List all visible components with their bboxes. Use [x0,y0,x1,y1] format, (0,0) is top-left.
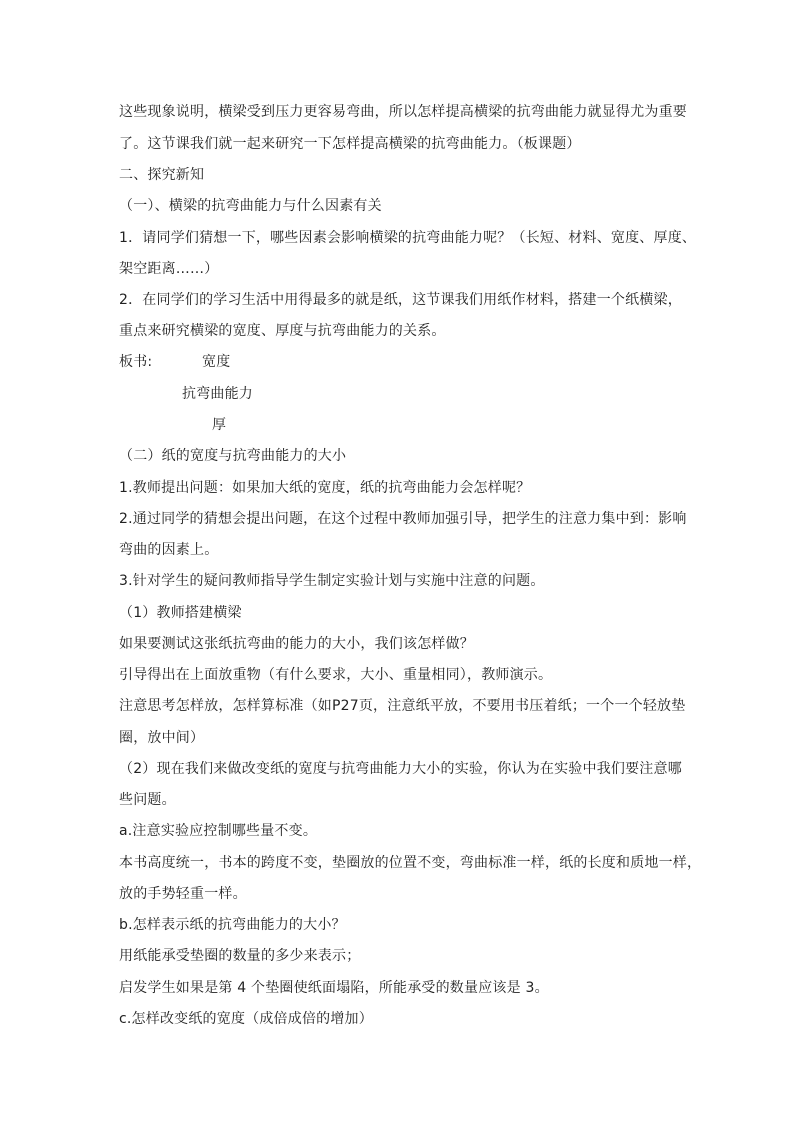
paragraph-line: 这些现象说明，横梁受到压力更容易弯曲，所以怎样提高横梁的抗弯曲能力就显得尤为重要 [119,104,687,120]
paragraph-line: b.怎样表示纸的抗弯曲能力的大小？ [119,917,346,933]
paragraph-line: 3.针对学生的疑问教师指导学生制定实验计划与实施中注意的问题。 [119,573,545,589]
board-ability: 抗弯曲能力 [182,386,253,402]
paragraph-line: 弯曲的因素上。 [119,542,219,558]
paragraph-line: 些问题。 [119,792,176,808]
paragraph-line: a.注意实验应控制哪些量不变。 [119,823,318,839]
paragraph-line: 圈，放中间） [119,730,205,746]
board-width: 宽度 [202,354,231,370]
paragraph-line: 重点来研究横梁的宽度、厚度与抗弯曲能力的关系。 [119,323,446,339]
paragraph-line: 用纸能承受垫圈的数量的多少来表示； [119,948,361,964]
paragraph-line: （2）现在我们来做改变纸的宽度与抗弯曲能力大小的实验，你认为在实验中我们要注意哪 [119,761,682,777]
paragraph-line: 2．在同学们的学习生活中用得最多的就是纸，这节课我们用纸作材料，搭建一个纸横梁， [119,292,682,308]
board-thickness: 厚 [212,417,227,433]
paragraph-line: 1.教师提出问题：如果加大纸的宽度，纸的抗弯曲能力会怎样呢？ [119,480,531,496]
paragraph-line: 启发学生如果是第 4 个垫圈使纸面塌陷，所能承受的数量应该是 3。 [119,980,549,996]
paragraph-line: 架空距离……） [119,261,219,277]
board-writing-row [119,352,679,372]
paragraph-line: 注意思考怎样放，怎样算标准（如P27页，注意纸平放，不要用书压着纸；一个一个轻放垫 [119,698,686,714]
paragraph-line: （1）教师搭建横梁 [119,605,242,621]
paragraph-line: c.怎样改变纸的宽度（成倍成倍的增加） [119,1011,373,1027]
paragraph-line: 引导得出在上面放重物（有什么要求，大小、重量相同），教师演示。 [119,667,553,683]
paragraph-line: 本书高度统一，书本的跨度不变，垫圈放的位置不变，弯曲标准一样，纸的长度和质地一样， [119,855,702,871]
subsection-heading: （二）纸的宽度与抗弯曲能力的大小 [119,448,347,464]
paragraph-line: 如果要测试这张纸抗弯曲的能力的大小，我们该怎样做？ [119,636,474,652]
subsection-heading: （一）、横梁的抗弯曲能力与什么因素有关 [119,198,382,214]
board-label: 板书: [119,354,153,370]
paragraph-line: 2.通过同学的猜想会提出问题，在这个过程中教师加强引导，把学生的注意力集中到：影响 [119,511,687,527]
section-heading: 二、探究新知 [119,167,205,183]
paragraph-line: 了。这节课我们就一起来研究一下怎样提高横梁的抗弯曲能力。（板课题） [119,136,581,152]
paragraph-line: 放的手势轻重一样。 [119,886,247,902]
paragraph-line: 1．请同学们猜想一下，哪些因素会影响横梁的抗弯曲能力呢？（长短、材料、宽度、厚度、 [119,230,697,246]
